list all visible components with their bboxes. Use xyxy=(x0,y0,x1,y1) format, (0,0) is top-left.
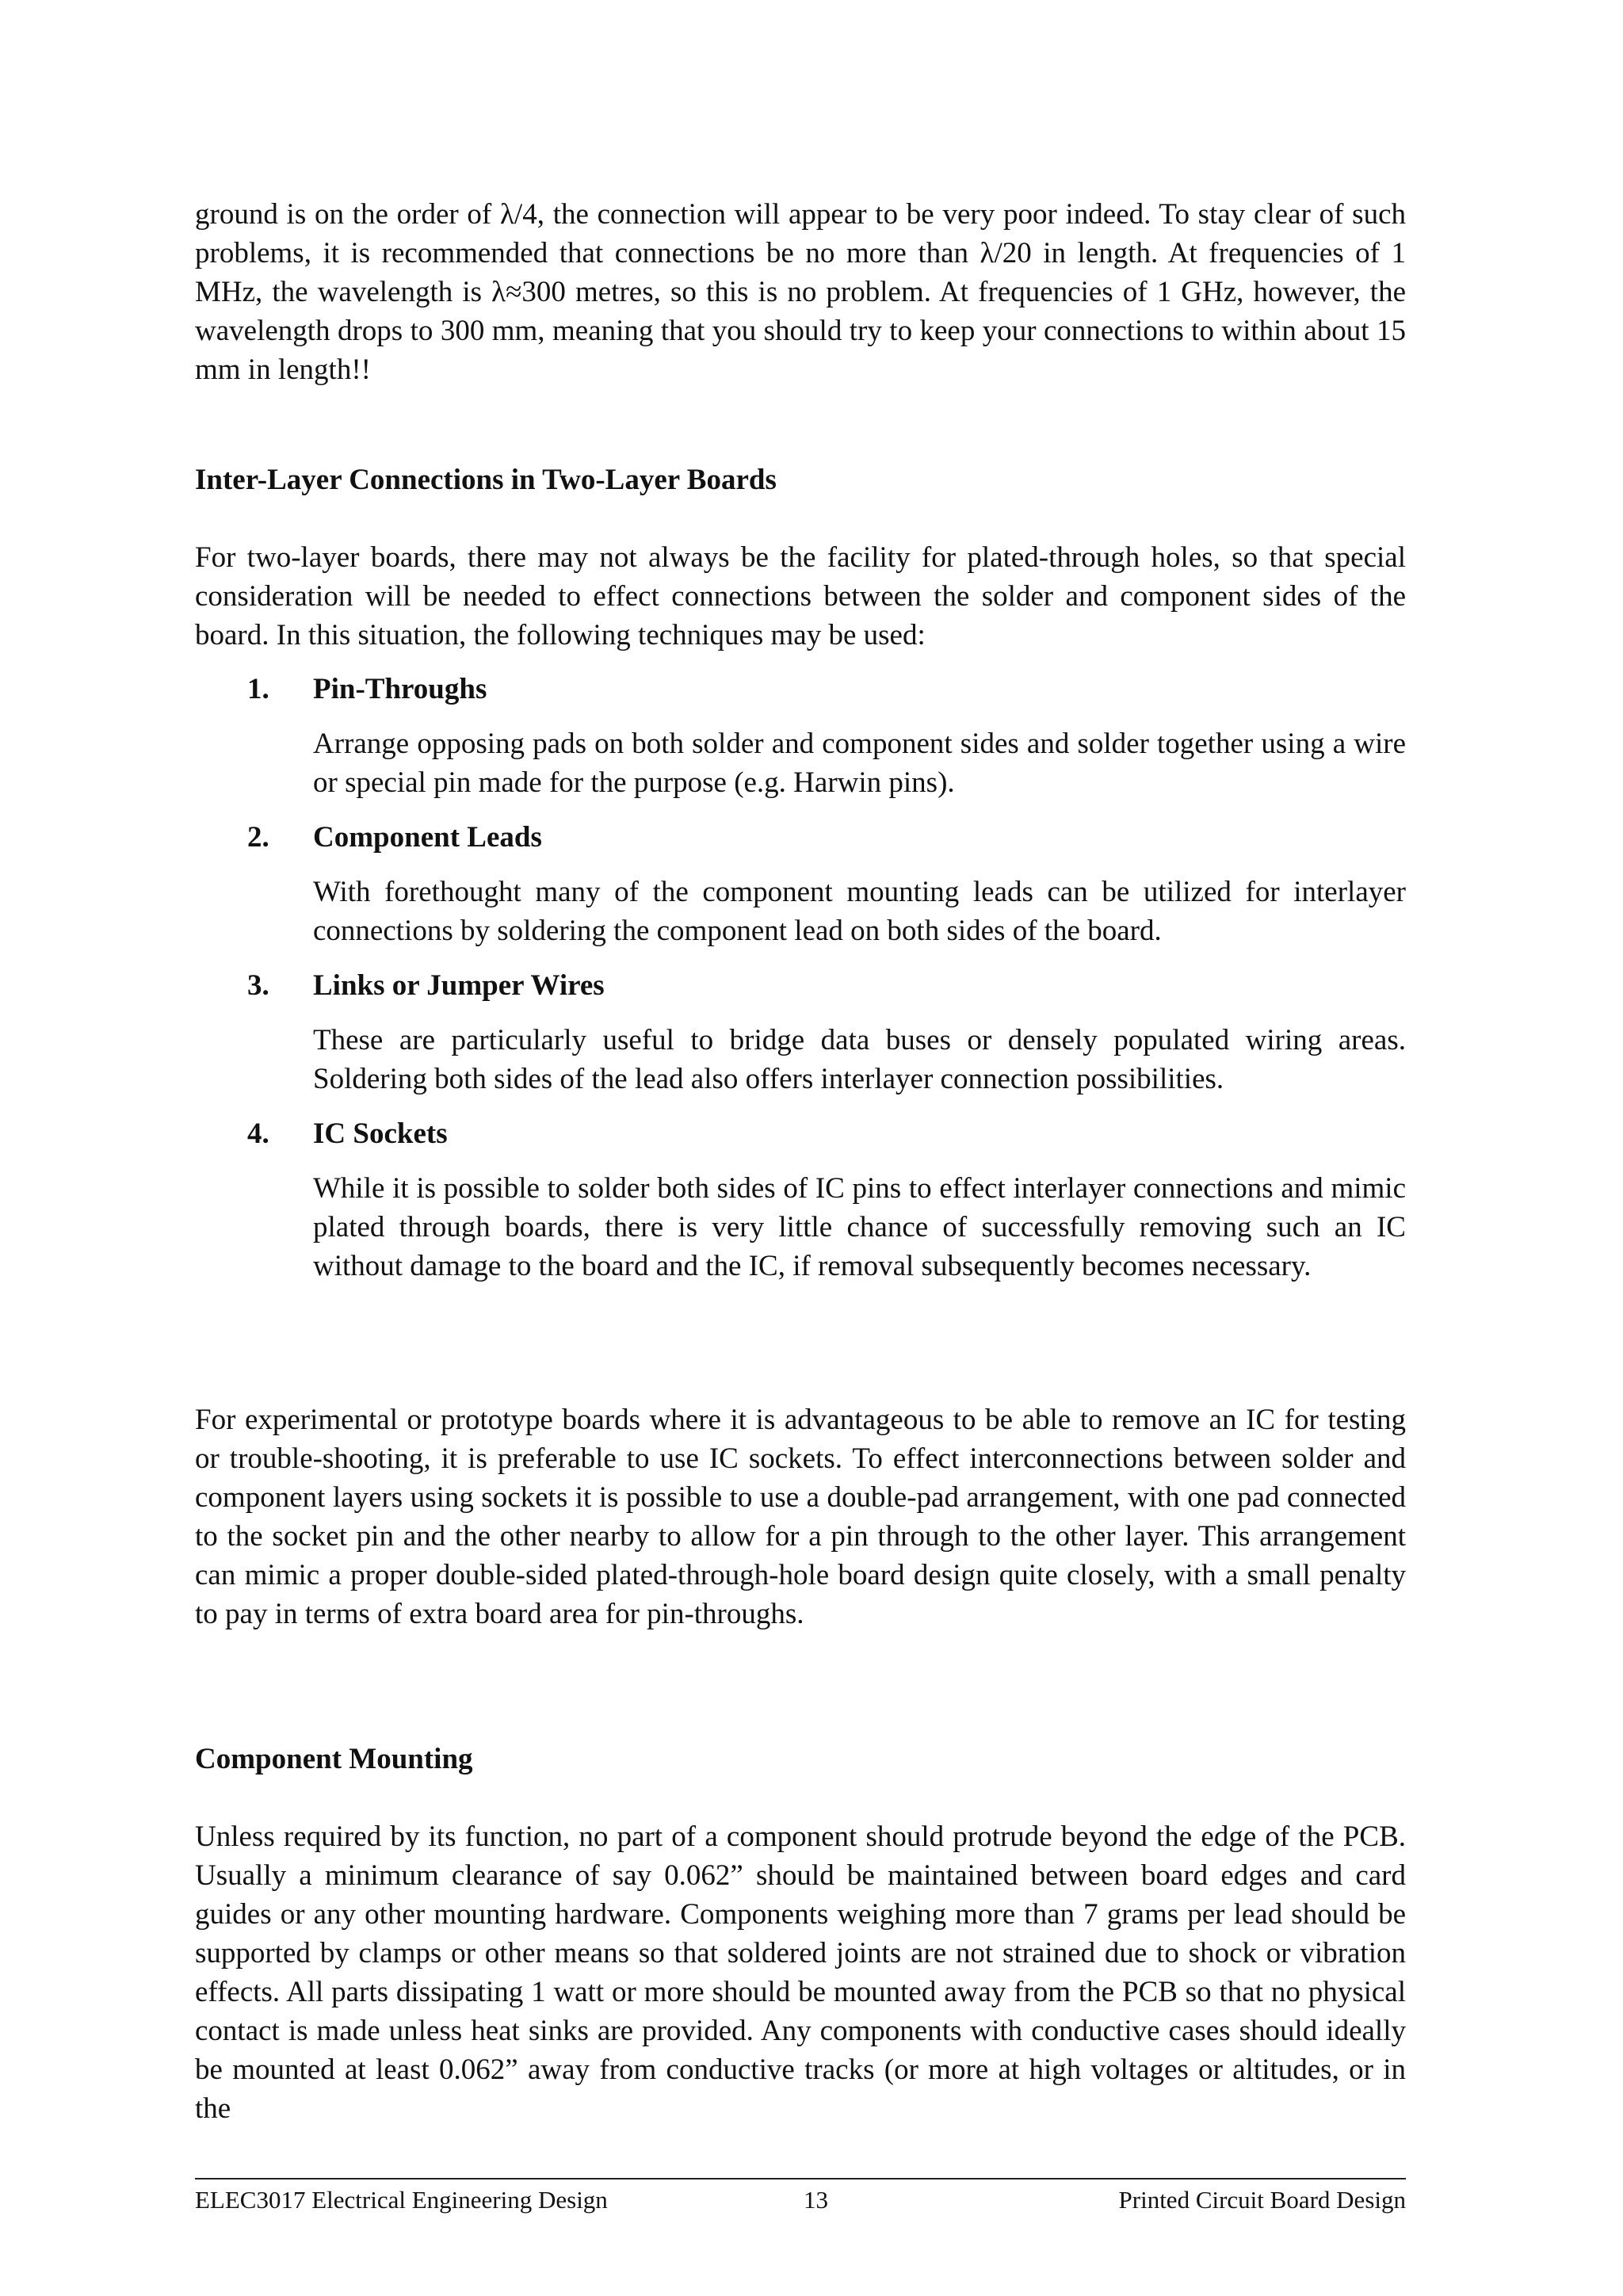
footer-document-title: Printed Circuit Board Design xyxy=(1118,2186,1406,2214)
technique-list xyxy=(247,670,1406,1301)
mounting-paragraph: Unless required by its function, no part of a component should protrude beyond the edge of the PCB. Usually a minimum clearance of say 0.062” should be maintained between board edges and card guides or any other mounting hardware. Components weighing more than 7 grams per lead should be supported by clamps or other means so that soldered joints are not strained due to shock or vibration effects. All parts dissipating 1 watt or more should be mounted away from the PCB so that no physical contact is made unless heat sinks are provided. Any components with conductive cases should ideally be mounted at least 0.062” away from conductive tracks (or more at high voltages or altitudes, or in the xyxy=(195,1820,1406,2125)
list-item-heading: Component Leads xyxy=(313,821,542,854)
list-item-heading: Links or Jumper Wires xyxy=(313,969,605,1002)
list-item-title xyxy=(247,670,1406,709)
list-item-body: With forethought many of the component mounting leads can be utilized for interlayer connections by soldering the component lead on both sides of the board. xyxy=(313,876,1406,947)
list-item-title xyxy=(247,1114,1406,1153)
footer-divider xyxy=(195,2178,1406,2179)
footer-page-number: 13 xyxy=(804,2186,828,2214)
list-item-heading: Pin-Throughs xyxy=(313,673,487,705)
list-item-body: While it is possible to solder both sides of IC pins to effect interlayer connections and mimic plated through boards, there is very little chance of successfully removing such an IC without damage to the board and the IC, if removal subsequently becomes necessary. xyxy=(313,1172,1406,1282)
interlayer-paragraph: For two-layer boards, there may not always be the facility for plated-through holes, so that special consideration will be needed to effect connections between the solder and component sides of the board. In this situation, the following techniques may be used: xyxy=(195,541,1406,651)
intro-paragraph: ground is on the order of λ/4, the connection will appear to be very poor indeed. To stay clear of such problems, it is recommended that connections be no more than λ/20 in length. At frequencies of 1 MHz, the wavelength is λ≈300 metres, so this is no problem. At frequencies of 1 GHz, however, the wavelength drops to 300 mm, meaning that you should try to keep your connections to within about 15 mm in length!! xyxy=(195,198,1406,386)
list-item-number: 4. xyxy=(247,1117,269,1150)
section-heading-interlayer: Inter-Layer Connections in Two-Layer Boards xyxy=(195,464,777,496)
sockets-paragraph: For experimental or prototype boards where it is advantageous to be able to remove an IC for testing or trouble-shooting, it is preferable to use IC sockets. To effect interconnections between solder and component layers using sockets it is possible to use a double-pad arrangement, with one pad connected to the socket pin and the other nearby to allow for a pin through to the other layer. This arrangement can mimic a proper double-sided plated-through-hole board design quite closely, with a small penalty to pay in terms of extra board area for pin-throughs. xyxy=(195,1404,1406,1630)
list-item-number: 2. xyxy=(247,821,269,854)
list-item-heading: IC Sockets xyxy=(313,1117,448,1150)
document-page xyxy=(195,0,1406,2296)
list-item-number: 1. xyxy=(247,673,269,705)
list-item-title xyxy=(247,818,1406,857)
list-item-body: These are particularly useful to bridge data buses or densely populated wiring areas. Soldering both sides of the lead also offers interlayer connection possibilities. xyxy=(313,1024,1406,1095)
list-item xyxy=(247,670,1406,802)
list-item-title xyxy=(247,966,1406,1005)
list-item xyxy=(247,818,1406,950)
list-item xyxy=(247,966,1406,1098)
list-item-number: 3. xyxy=(247,969,269,1002)
footer-course-title: ELEC3017 Electrical Engineering Design xyxy=(195,2186,608,2214)
list-item xyxy=(247,1114,1406,1286)
list-item-body: Arrange opposing pads on both solder and component sides and solder together using a wire or special pin made for the purpose (e.g. Harwin pins). xyxy=(313,728,1406,799)
section-heading-mounting: Component Mounting xyxy=(195,1743,473,1775)
